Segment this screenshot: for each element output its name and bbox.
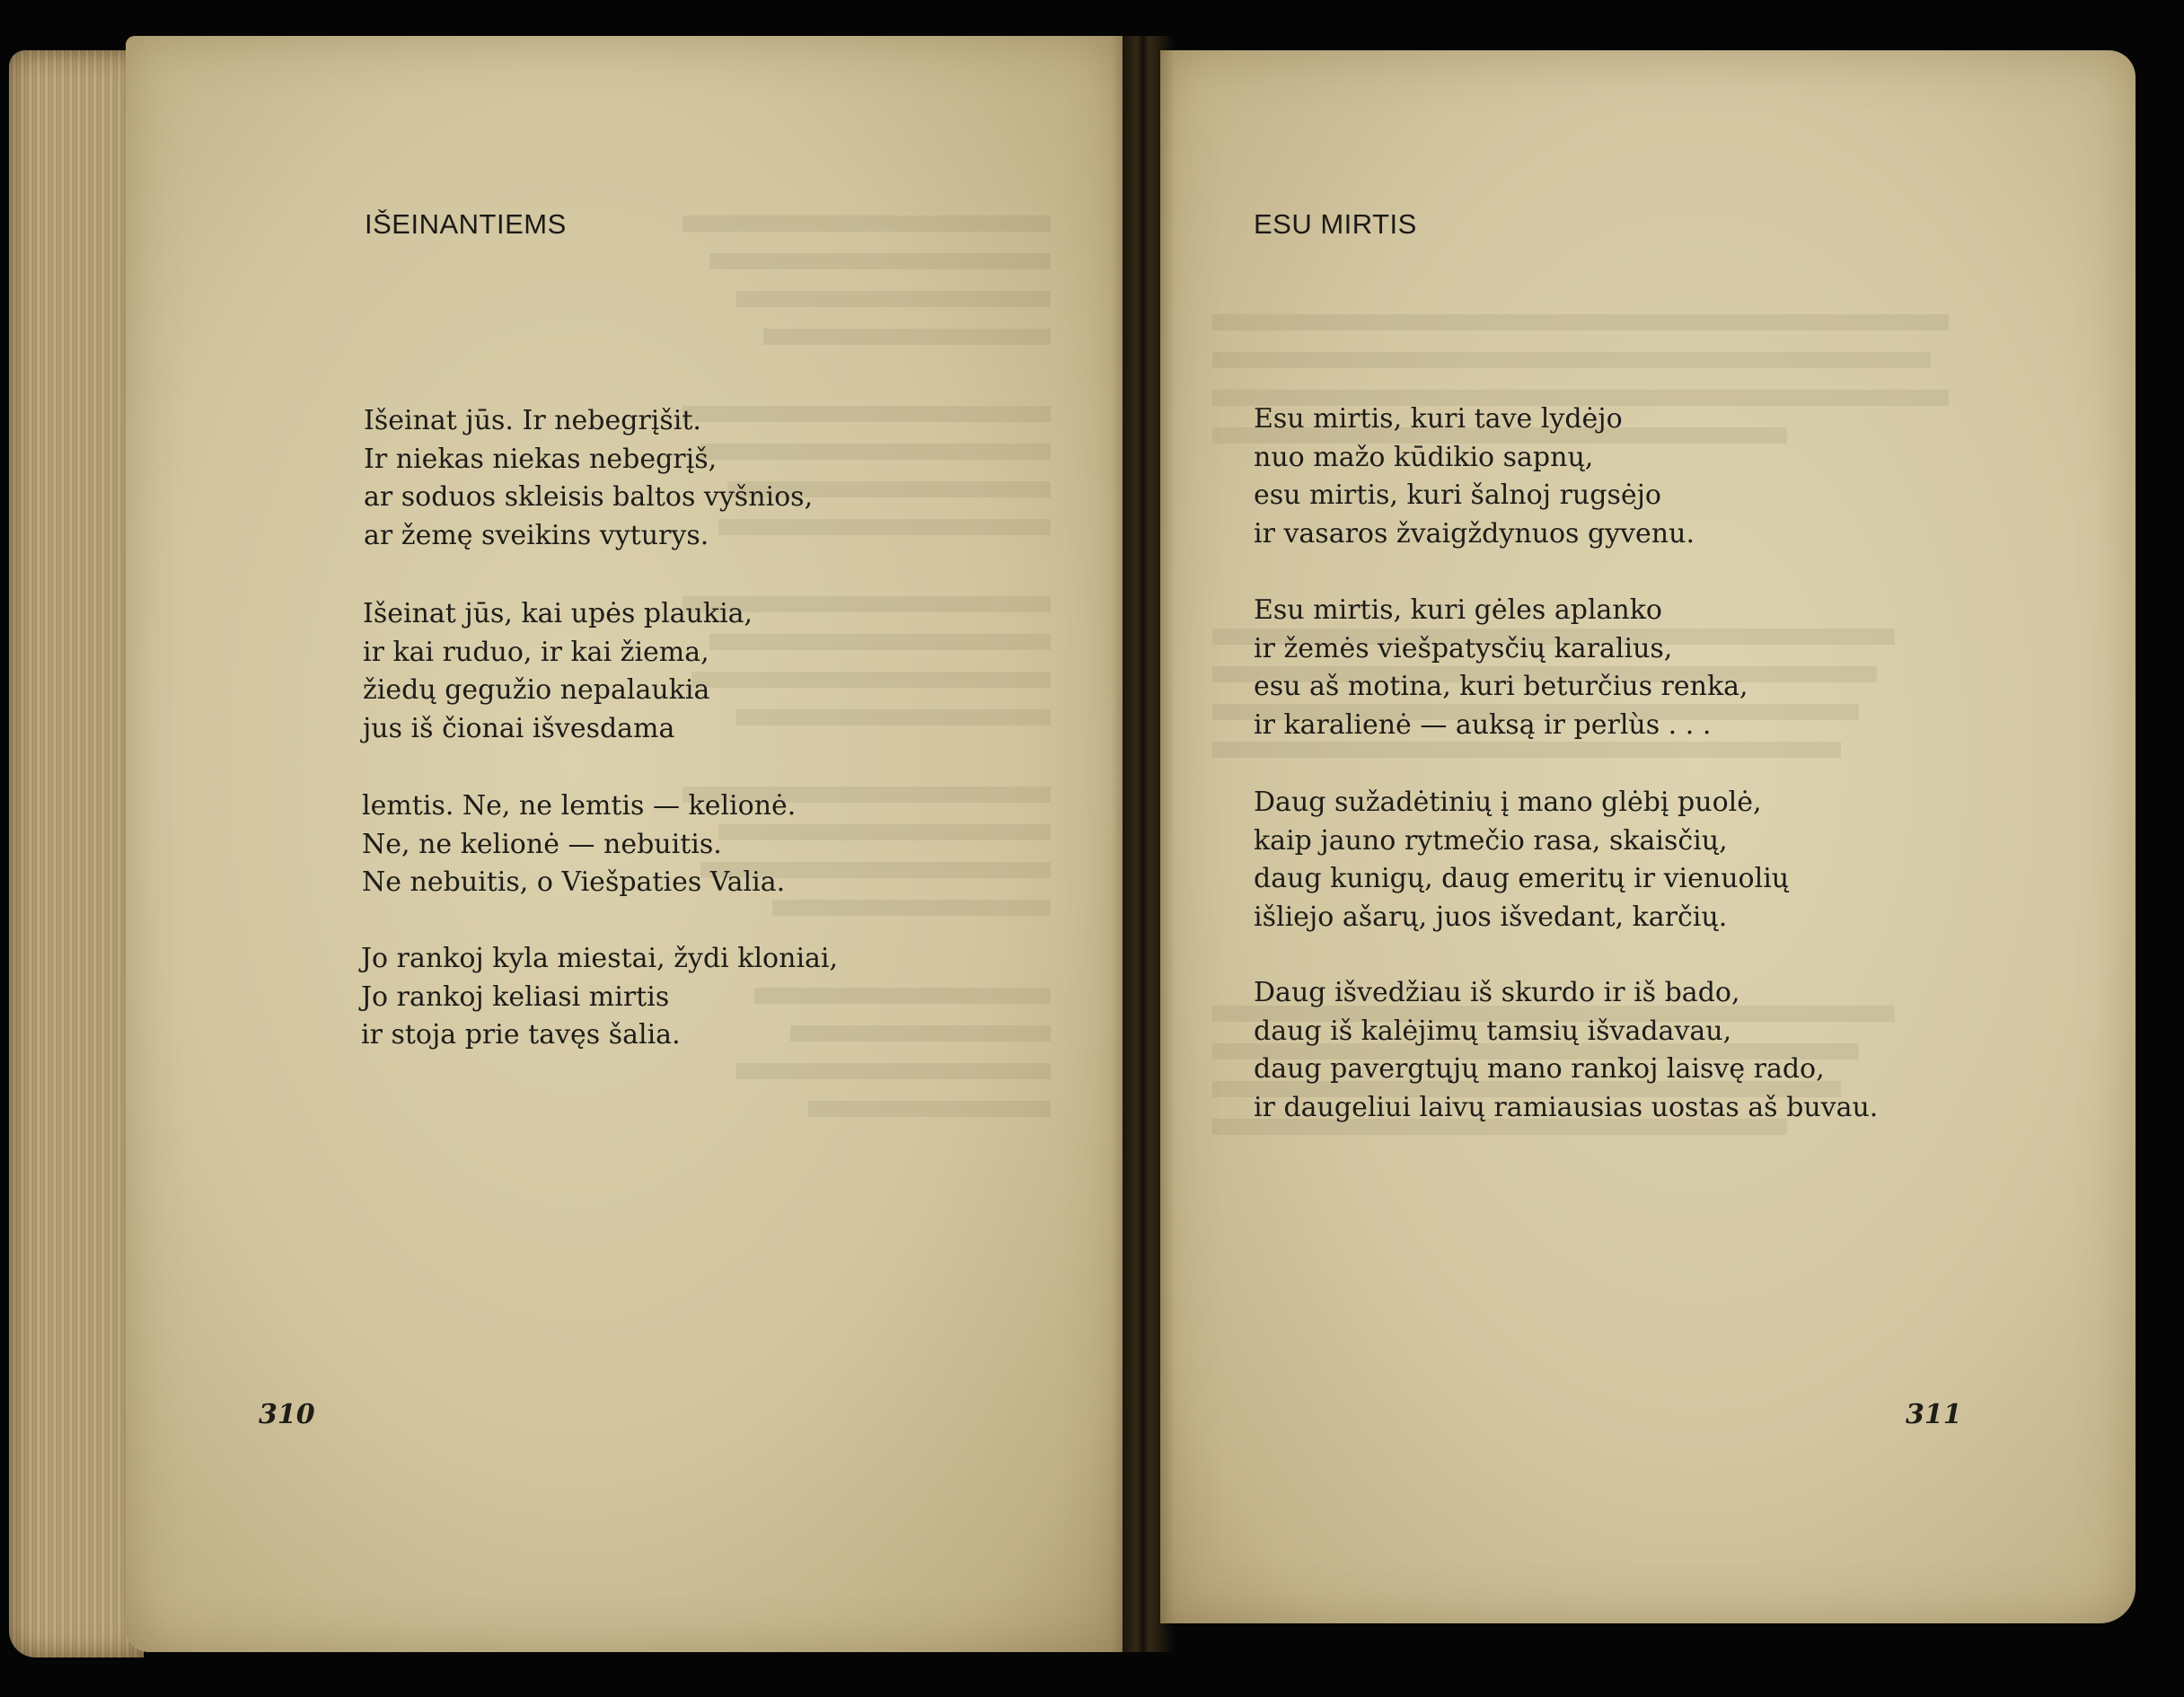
poem-line: Ir niekas niekas nebegrįš, (364, 443, 718, 475)
left-stanza-1 (364, 402, 813, 555)
poem-line: Išeinat jūs. Ir nebegrįšit. (364, 405, 701, 436)
book-gutter (1112, 36, 1175, 1652)
poem-line: Jo rankoj keliasi mirtis (361, 980, 670, 1013)
poem-line: žiedų gegužio nepalaukia (363, 674, 710, 706)
right-stanza-2 (1254, 592, 1748, 744)
page-edges (9, 50, 144, 1657)
poem-line: kaip jauno rytmečio rasa, skaisčių, (1254, 824, 1728, 857)
poem-line: lemtis. Ne, ne lemtis — kelionė. (362, 790, 797, 822)
poem-line: Esu mirtis, kuri tave lydėjo (1254, 403, 1623, 435)
poem-line: Daug sužadėtinių į mano glėbį puolė, (1254, 787, 1762, 818)
poem-line: daug kunigų, daug emeritų ir vienuolių (1254, 863, 1790, 894)
poem-line: daug pavergtųjų mano rankoj laisvę rado, (1254, 1053, 1825, 1085)
right-stanza-4 (1254, 974, 1878, 1127)
poem-line: ar soduos skleisis baltos vyšnios, (364, 481, 814, 513)
poem-line: ir stoja prie tavęs šalia. (361, 1019, 681, 1051)
left-stanza-4 (361, 940, 838, 1055)
poem-line: Ne nebuitis, o Viešpaties Valia. (362, 866, 786, 898)
right-poem-title: ESU MIRTIS (1254, 208, 1417, 240)
poem-line: ir daugeliui laivų ramiausias uostas aš buvau. (1254, 1091, 1879, 1123)
left-stanza-2 (363, 595, 753, 748)
poem-line: Jo rankoj kyla miestai, žydi kloniai, (361, 943, 839, 974)
poem-line: ir vasaros žvaigždynuos gyvenu. (1254, 517, 1695, 550)
poem-line: ir kai ruduo, ir kai žiema, (363, 636, 709, 668)
poem-line: ir karalienė — auksą ir perlùs . . . (1254, 708, 1712, 741)
poem-line: jus iš čionai išvesdama (363, 712, 675, 744)
poem-line: ir žemės viešpatysčių karalius, (1254, 632, 1673, 664)
poem-line: daug iš kalėjimų tamsių išvadavau, (1254, 1015, 1732, 1047)
poem-line: ar žemę sveikins vyturys. (364, 519, 709, 551)
right-page-number: 311 (1906, 1399, 1962, 1430)
left-stanza-3 (362, 787, 796, 902)
poem-line: nuo mažo kūdikio sapnų, (1254, 441, 1594, 473)
right-stanza-1 (1254, 400, 1695, 553)
poem-line: Daug išvedžiau iš skurdo ir iš bado, (1254, 977, 1740, 1008)
poem-line: išliejo ašarų, juos išvedant, karčių. (1254, 901, 1728, 933)
left-page-number: 310 (259, 1399, 315, 1430)
poem-line: Ne, ne kelionė — nebuitis. (362, 828, 722, 860)
poem-line: Išeinat jūs, kai upės plaukia, (363, 598, 753, 629)
show-through-left (682, 207, 1060, 1338)
poem-line: esu aš motina, kuri beturčius renka, (1254, 671, 1748, 702)
poem-line: esu mirtis, kuri šalnoj rugsėjo (1254, 479, 1661, 511)
right-stanza-3 (1254, 784, 1789, 936)
poem-line: Esu mirtis, kuri gėles aplanko (1254, 594, 1662, 626)
left-poem-title: IŠEINANTIEMS (365, 208, 567, 240)
